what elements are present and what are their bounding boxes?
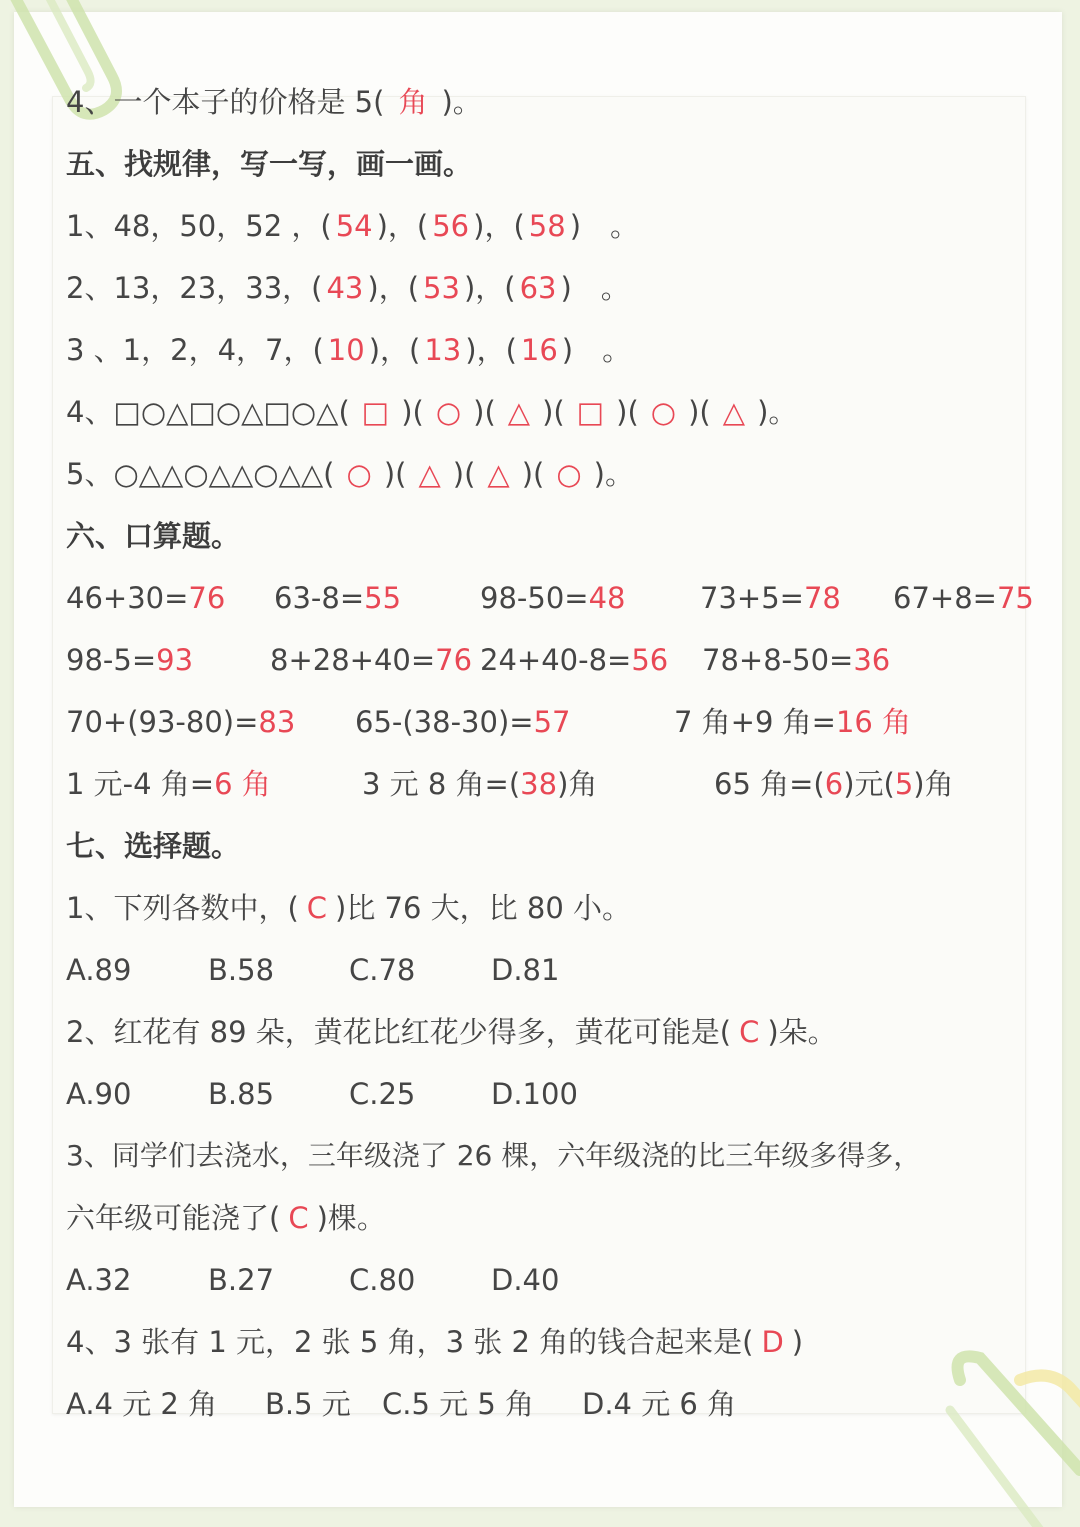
calc-row-4 bbox=[0, 764, 1080, 804]
calc-item: 98-50=48 bbox=[480, 581, 626, 615]
option-b[interactable]: B.5 元 bbox=[265, 1387, 351, 1421]
calc-item: 78+8-50=36 bbox=[702, 643, 891, 677]
calc-item: 8+28+40=76 bbox=[270, 643, 473, 677]
calc-row-1 bbox=[0, 578, 1080, 618]
calc-item: 63-8=55 bbox=[274, 581, 402, 615]
section-five-title: 五、找规律，写一写，画一画。 bbox=[66, 147, 473, 181]
option-a[interactable]: A.4 元 2 角 bbox=[66, 1387, 218, 1421]
shape-pattern-5: 5、○△△○△△○△△( ○ )( △ )( △ )( ○ )。 bbox=[66, 457, 634, 491]
calc-item: 67+8=75 bbox=[893, 581, 1034, 615]
option-a[interactable]: A.32 bbox=[66, 1263, 132, 1297]
choice-question-3-line-1: 3、同学们去浇水，三年级浇了 26 棵，六年级浇的比三年级多得多， bbox=[66, 1139, 922, 1172]
option-b[interactable]: B.58 bbox=[208, 953, 275, 987]
option-b[interactable]: B.85 bbox=[208, 1077, 275, 1111]
choice-options-1 bbox=[0, 950, 1080, 990]
calc-item: 65-(38-30)=57 bbox=[355, 705, 571, 739]
calc-item: 70+(93-80)=83 bbox=[66, 705, 296, 739]
answer-price: 角 bbox=[398, 85, 428, 119]
option-a[interactable]: A.89 bbox=[66, 953, 132, 987]
option-d[interactable]: D.40 bbox=[491, 1263, 560, 1297]
option-d[interactable]: D.81 bbox=[491, 953, 560, 987]
calc-item: 98-5=93 bbox=[66, 643, 194, 677]
question-price: 4、一个本子的价格是 5( 角 )。 bbox=[66, 82, 482, 122]
choice-options-4 bbox=[0, 1384, 1080, 1424]
calc-item: 65 角=(6)元(5)角 bbox=[714, 767, 954, 801]
calc-item: 73+5=78 bbox=[700, 581, 841, 615]
calc-row-3 bbox=[0, 702, 1080, 742]
option-d[interactable]: D.4 元 6 角 bbox=[582, 1387, 737, 1421]
section-six-title: 六、口算题。 bbox=[66, 519, 241, 553]
shape-pattern-4: 4、□○△□○△□○△( □ )( ○ )( △ )( □ )( ○ )( △ )。 bbox=[66, 395, 798, 429]
choice-options-2 bbox=[0, 1074, 1080, 1114]
option-c[interactable]: C.80 bbox=[349, 1263, 416, 1297]
option-c[interactable]: C.78 bbox=[349, 953, 416, 987]
pattern-3: 3 、1，2，4，7，( 10 )，( 13 )，( 16 ) 。 bbox=[66, 333, 632, 367]
calc-row-2 bbox=[0, 640, 1080, 680]
calc-item: 3 元 8 角=(38)角 bbox=[362, 767, 598, 801]
option-c[interactable]: C.25 bbox=[349, 1077, 416, 1111]
choice-question-2: 2、红花有 89 朵，黄花比红花少得多，黄花可能是( C )朵。 bbox=[66, 1015, 837, 1049]
option-a[interactable]: A.90 bbox=[66, 1077, 132, 1111]
calc-item: 24+40-8=56 bbox=[480, 643, 669, 677]
calc-item: 7 角+9 角=16 角 bbox=[674, 705, 912, 739]
choice-question-1: 1、下列各数中，( C )比 76 大，比 80 小。 bbox=[66, 891, 632, 925]
option-d[interactable]: D.100 bbox=[491, 1077, 578, 1111]
choice-options-3 bbox=[0, 1260, 1080, 1300]
choice-question-3-line-2: 六年级可能浇了( C )棵。 bbox=[66, 1201, 386, 1235]
calc-item: 1 元-4 角=6 角 bbox=[66, 767, 271, 801]
choice-question-4: 4、3 张有 1 元，2 张 5 角，3 张 2 角的钱合起来是( D ) bbox=[66, 1325, 804, 1359]
option-b[interactable]: B.27 bbox=[208, 1263, 275, 1297]
section-seven-title: 七、选择题。 bbox=[66, 829, 241, 863]
calc-item: 46+30=76 bbox=[66, 581, 226, 615]
option-c[interactable]: C.5 元 5 角 bbox=[382, 1387, 535, 1421]
pattern-2: 2、13，23，33，( 43 )，( 53 )，( 63 ) 。 bbox=[66, 271, 630, 305]
pattern-1: 1、48，50，52 ，( 54 )，( 56 )，( 58 ) 。 bbox=[66, 209, 640, 243]
